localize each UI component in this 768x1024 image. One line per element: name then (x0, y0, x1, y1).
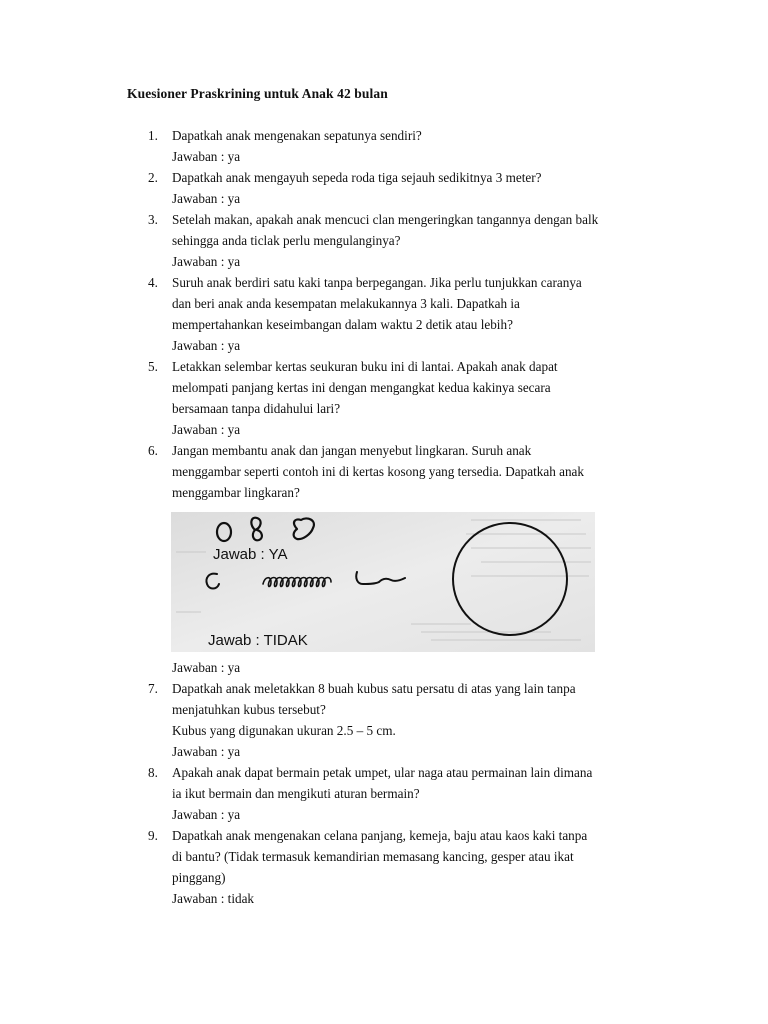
answer-text: Jawaban : tidak (172, 891, 255, 906)
question-item-8 (148, 762, 668, 825)
answer-text: Jawaban : ya (172, 338, 241, 353)
question-number: 1. (148, 128, 158, 143)
question-item-4 (148, 272, 668, 356)
question-text: ia ikut bermain dan mengikuti aturan bermain? (172, 786, 420, 801)
question-text: Suruh anak berdiri satu kaki tanpa berpegangan. Jika perlu tunjukkan caranya (172, 275, 582, 290)
circle-drawing-example-image (171, 512, 595, 652)
question-item-5 (148, 356, 668, 440)
answer-text: Jawaban : ya (172, 660, 241, 675)
label-no: Jawab : TIDAK (208, 632, 308, 649)
question-text: pinggang) (172, 870, 226, 885)
answer-text: Jawaban : ya (172, 254, 241, 269)
document-title: Kuesioner Praskrining untuk Anak 42 bulan (127, 86, 388, 101)
question-text: Kubus yang digunakan ukuran 2.5 – 5 cm. (172, 723, 396, 738)
question-text: Dapatkah anak meletakkan 8 buah kubus satu persatu di atas yang lain tanpa (172, 681, 576, 696)
question-text: melompati panjang kertas ini dengan mengangkat kedua kakinya secara (172, 380, 551, 395)
question-text: Dapatkah anak mengayuh sepeda roda tiga sejauh sedikitnya 3 meter? (172, 170, 542, 185)
question-item-1 (148, 125, 668, 167)
question-text: Dapatkah anak mengenakan celana panjang, kemeja, baju atau kaos kaki tanpa (172, 828, 588, 843)
question-text: dan beri anak anda kesempatan melakukannya 3 kali. Dapatkah ia (172, 296, 520, 311)
answer-text: Jawaban : ya (172, 807, 241, 822)
question-number: 5. (148, 359, 158, 374)
answer-text: Jawaban : ya (172, 422, 241, 437)
question-number: 4. (148, 275, 158, 290)
question-text: Setelah makan, apakah anak mencuci clan mengeringkan tangannya dengan balk (172, 212, 599, 227)
question-text: Jangan membantu anak dan jangan menyebut lingkaran. Suruh anak (172, 443, 532, 458)
question-text: bersamaan tanpa didahului lari? (172, 401, 341, 416)
answer-text: Jawaban : ya (172, 149, 241, 164)
question-text: di bantu? (Tidak termasuk kemandirian memasang kancing, gesper atau ikat (172, 849, 574, 864)
answer-text: Jawaban : ya (172, 191, 241, 206)
question-number: 8. (148, 765, 158, 780)
question-number: 9. (148, 828, 158, 843)
label-yes: Jawab : YA (213, 546, 288, 563)
question-item-3 (148, 209, 668, 272)
question-number: 2. (148, 170, 158, 185)
question-text: menggambar seperti contoh ini di kertas kosong yang tersedia. Dapatkah anak (172, 464, 584, 479)
question-item-6 (148, 440, 668, 678)
question-text: sehingga anda ticlak perlu mengulanginya? (172, 233, 401, 248)
question-item-7 (148, 678, 668, 762)
answer-text: Jawaban : ya (172, 744, 241, 759)
question-number: 3. (148, 212, 158, 227)
question-list (148, 125, 668, 909)
question-text: Apakah anak dapat bermain petak umpet, ular naga atau permainan lain dimana (172, 765, 593, 780)
question-number: 7. (148, 681, 158, 696)
question-item-9 (148, 825, 668, 909)
question-text: mempertahankan keseimbangan dalam waktu 2 detik atau lebih? (172, 317, 513, 332)
question-number: 6. (148, 443, 158, 458)
question-text: menjatuhkan kubus tersebut? (172, 702, 326, 717)
question-text: menggambar lingkaran? (172, 485, 300, 500)
question-item-2 (148, 167, 668, 209)
question-text: Letakkan selembar kertas seukuran buku ini di lantai. Apakah anak dapat (172, 359, 558, 374)
question-text: Dapatkah anak mengenakan sepatunya sendiri? (172, 128, 422, 143)
